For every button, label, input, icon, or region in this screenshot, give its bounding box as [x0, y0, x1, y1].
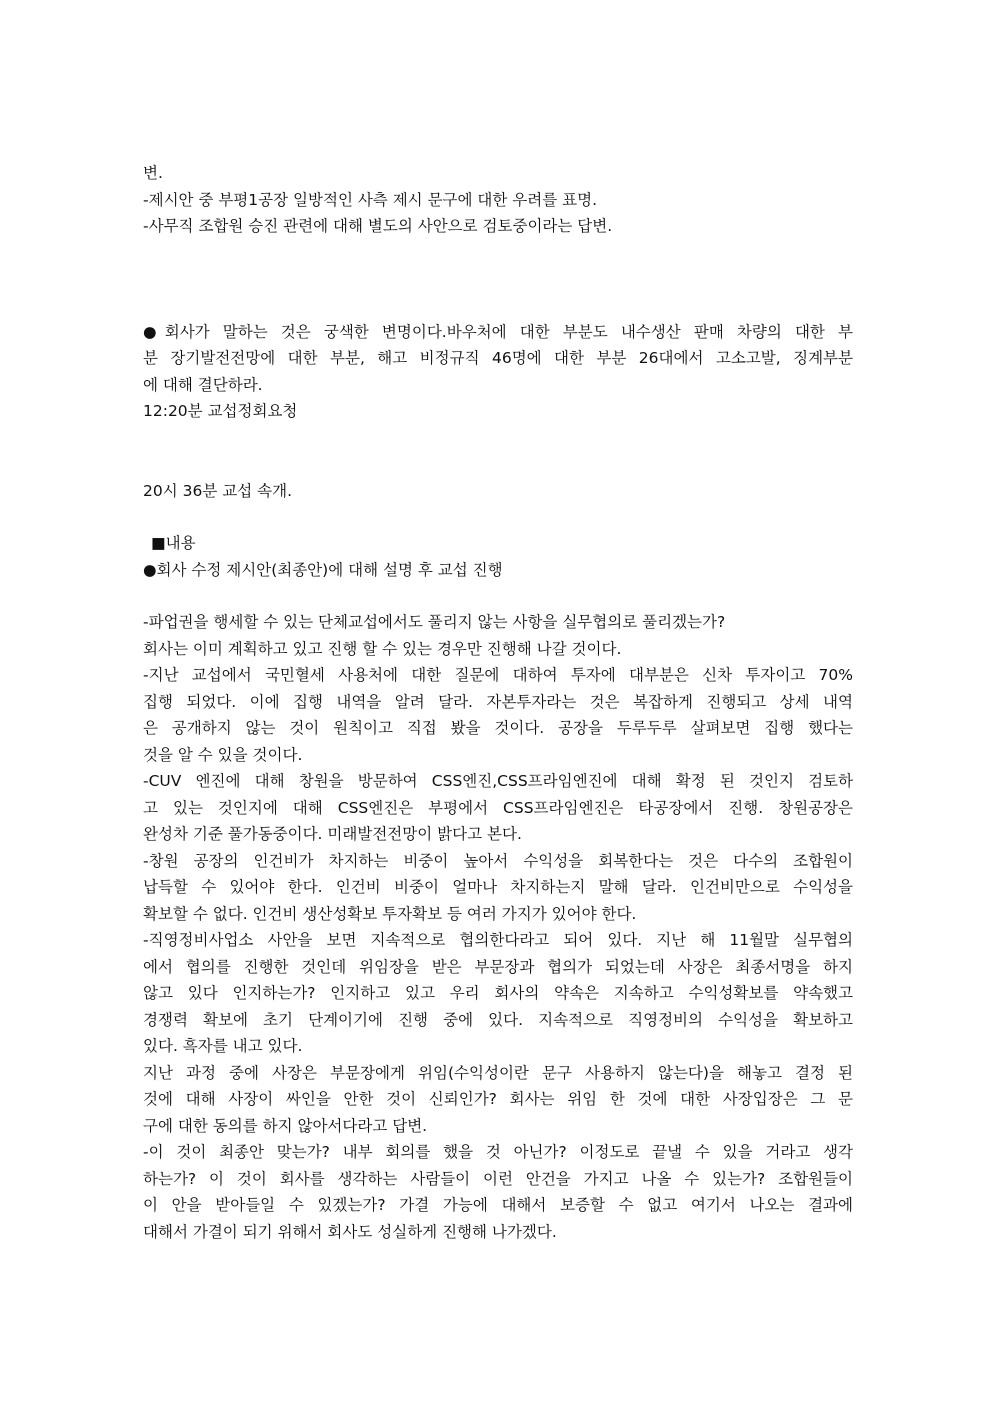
- text-line: 은 공개하지 않는 것이 원칙이고 직접 봤을 것이다. 공장을 두루두루 살펴보면 집행 했다는: [143, 719, 853, 737]
- text-line: 12:20분 교섭정회요청: [143, 402, 298, 420]
- text-line: 완성차 기준 풀가동중이다. 미래발전전망이 밝다고 본다.: [143, 825, 522, 843]
- text-line: 하는가? 이 것이 회사를 생각하는 사람들이 이런 안건을 가지고 나올 수 있는가? 조합원들이: [143, 1169, 853, 1188]
- text-line: -CUV 엔진에 대해 창원을 방문하여 CSS엔진,CSS프라임엔진에 대해 확정 된 것인지 검토하: [143, 772, 853, 790]
- text-line: 에 대해 결단하라.: [143, 375, 263, 394]
- text-line: 에서 협의를 진행한 것인데 위임장을 받은 부문장과 협의가 되었는데 사장은 최종서명을 하지: [143, 957, 853, 976]
- text-line: 경쟁력 확보에 초기 단계이기에 진행 중에 있다. 지속적으로 직영정비의 수익성을 확보하고: [143, 1010, 853, 1029]
- text-line: 집행 되었다. 이에 집행 내역을 알려 달라. 자본투자라는 것은 복잡하게 진행되고 상세 내역: [143, 692, 853, 711]
- document-body: [143, 160, 853, 1245]
- text-line: 있다. 흑자를 내고 있다.: [143, 1037, 303, 1055]
- text-line: -파업권을 행세할 수 있는 단체교섭에서도 풀리지 않는 사항을 실무협의로 풀리겠는가?: [143, 613, 726, 631]
- text-line: 것을 알 수 있을 것이다.: [143, 745, 303, 764]
- text-line: ●회사 수정 제시안(최종안)에 대해 설명 후 교섭 진행: [143, 560, 503, 579]
- text-line: 구에 대한 동의를 하지 않아서다라고 답변.: [143, 1116, 428, 1135]
- text-line: ●회사가 말하는 것은 궁색한 변명이다.바우처에 대한 부분도 내수생산 판매 차량의 대한 부: [143, 322, 853, 341]
- text-line: 회사는 이미 계획하고 있고 진행 할 수 있는 경우만 진행해 나갈 것이다.: [143, 639, 622, 658]
- section-heading: ■내용: [151, 534, 196, 552]
- text-line: -창원 공장의 인건비가 차지하는 비중이 높아서 수익성을 회복한다는 것은 다수의 조합원이: [143, 851, 853, 870]
- text-line: 납득할 수 있어야 한다. 인건비 비중이 얼마나 차지하는지 말해 달라. 인건비만으로 수익성을: [143, 878, 853, 896]
- text-line: 확보할 수 없다. 인건비 생산성확보 투자확보 등 여러 가지가 있어야 한다.: [143, 904, 637, 923]
- text-line: 않고 있다 인지하는가? 인지하고 있고 우리 회사의 약속은 지속하고 수익성확보를 약속했고: [143, 984, 853, 1002]
- text-line: 이 안을 받아들일 수 있겠는가? 가결 가능에 대해서 보증할 수 없고 여기서 나오는 결과에: [143, 1196, 853, 1214]
- text-line: -지난 교섭에서 국민혈세 사용처에 대한 질문에 대하여 투자에 대부분은 신차 투자이고 70%: [143, 666, 853, 684]
- text-line: 20시 36분 교섭 속개.: [143, 481, 292, 500]
- text-line: -이 것이 최종안 맞는가? 내부 회의를 했을 것 아닌가? 이정도로 끝낼 수 있을 거라고 생각: [143, 1143, 853, 1161]
- text-line: -직영정비사업소 사안을 보면 지속적으로 협의한다라고 되어 있다. 지난 해 11월말 실무협의: [143, 931, 853, 949]
- text-line: 고 있는 것인지에 대해 CSS엔진은 부평에서 CSS프라임엔진은 타공장에서 진행. 창원공장은: [143, 798, 853, 817]
- text-line: 변.: [143, 164, 163, 182]
- text-line: 지난 과정 중에 사장은 부문장에게 위임(수익성이란 문구 사용하지 않는다)을 해놓고 결정 된: [143, 1063, 853, 1082]
- text-line: 대해서 가결이 되기 위해서 회사도 성실하게 진행해 나가겠다.: [143, 1222, 557, 1241]
- text-line: 것에 대해 사장이 싸인을 안한 것이 신뢰인가? 회사는 위임 한 것에 대한 사장입장은 그 문: [143, 1090, 853, 1108]
- text-line: -제시안 중 부평1공장 일방적인 사측 제시 문구에 대한 우려를 표명.: [143, 190, 598, 209]
- text-line: -사무직 조합원 승진 관련에 대해 별도의 사안으로 검토중이라는 답변.: [143, 217, 613, 235]
- text-line: 분 장기발전전망에 대한 부분, 해고 비정규직 46명에 대한 부분 26대에서 고소고발, 징계부분: [143, 349, 853, 367]
